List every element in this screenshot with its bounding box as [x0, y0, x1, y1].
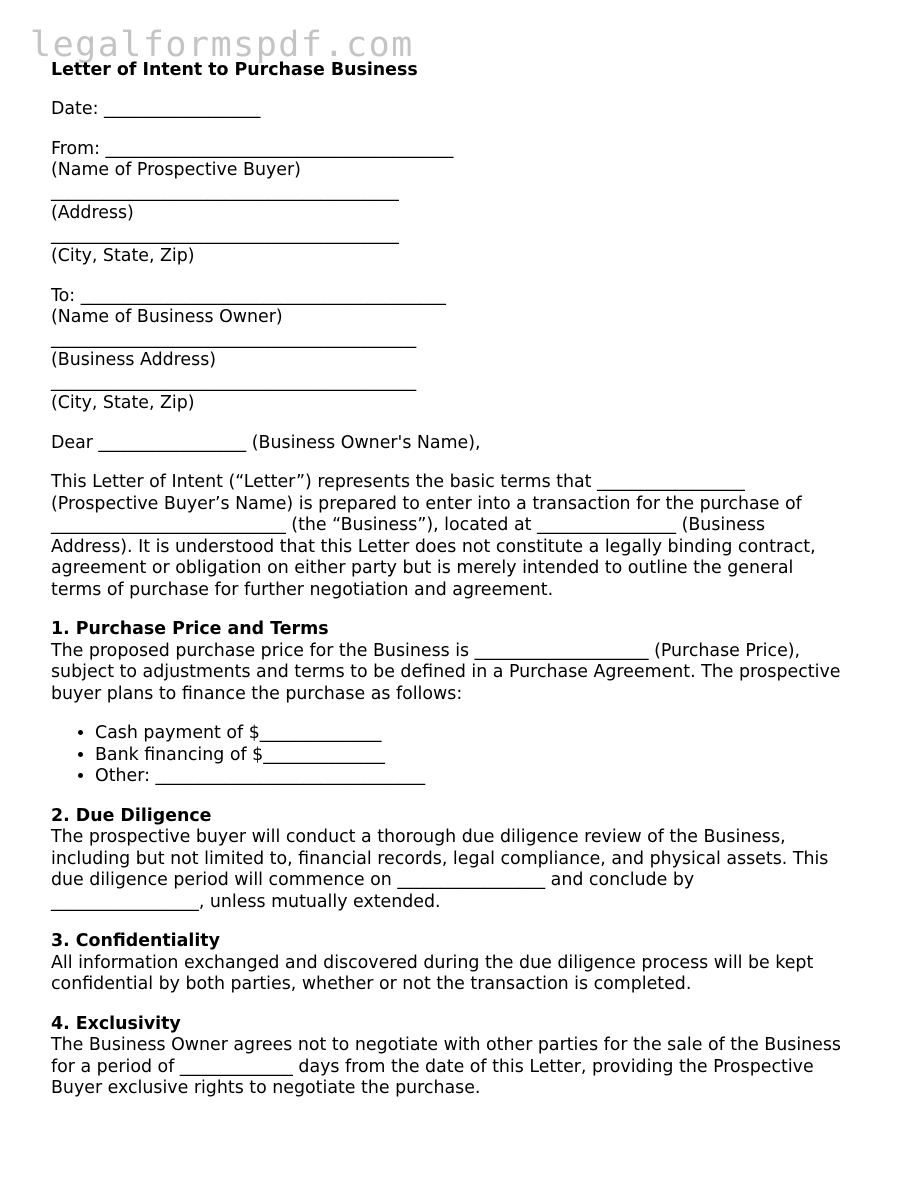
to-address-label: (Business Address): [51, 350, 217, 370]
section-text: [51, 1035, 881, 1100]
from-city-label: (City, State, Zip): [51, 246, 195, 266]
date-field: [51, 99, 881, 121]
section-purchase-price: [51, 619, 881, 788]
section-line: for a period of _____________ days from the date of this Letter, providing the Prospective: [51, 1056, 814, 1077]
from-address-label: (Address): [51, 203, 134, 223]
to-block: [51, 286, 881, 415]
date-line: Date: __________________: [51, 99, 261, 119]
section-exclusivity: [51, 1014, 881, 1100]
intro-line: terms of purchase for further negotiation and agreement.: [51, 579, 554, 600]
section-line: subject to adjustments and terms to be defined in a Purchase Agreement. The prospective: [51, 662, 841, 682]
to-address-blank: __________________________________________: [51, 328, 417, 349]
list-item: • Other: _______________________________: [95, 766, 881, 788]
from-block: [51, 139, 881, 268]
section-line: Buyer exclusive rights to negotiate the purchase.: [51, 1078, 481, 1098]
section-heading: 2. Due Diligence: [51, 805, 212, 826]
salutation: [51, 433, 881, 455]
section-line: including but not limited to, financial records, legal compliance, and physical assets. This: [51, 848, 829, 869]
watermark-logo: legalformspdf.com: [30, 25, 414, 65]
to-city-blank: __________________________________________: [51, 371, 417, 392]
section-line: buyer plans to finance the purchase as follows:: [51, 683, 463, 704]
intro-line: (Prospective Buyer’s Name) is prepared to enter into a transaction for the purchase of: [51, 493, 802, 514]
to-line: To: __________________________________________: [51, 285, 446, 306]
document-title: Letter of Intent to Purchase Business: [51, 60, 418, 80]
list-item: • Bank financing of $______________: [95, 745, 881, 767]
salutation-line: Dear _________________ (Business Owner's Name),: [51, 432, 481, 453]
section-line: The proposed purchase price for the Business is ____________________ (Purchase Price),: [51, 640, 801, 661]
section-line: _________________, unless mutually extended.: [51, 891, 441, 912]
section-heading: 1. Purchase Price and Terms: [51, 619, 329, 639]
section-line: The prospective buyer will conduct a thorough due diligence review of the Business,: [51, 827, 786, 847]
section-line: The Business Owner agrees not to negotiate with other parties for the sale of the Business: [51, 1035, 841, 1055]
section-line: due diligence period will commence on _________________ and conclude by: [51, 870, 695, 890]
intro-line: ___________________________ (the “Business”), located at ________________ (Business: [51, 515, 766, 535]
section-heading: 3. Confidentiality: [51, 931, 220, 951]
section-text: [51, 953, 881, 996]
intro-line: This Letter of Intent (“Letter”) represents the basic terms that _________________: [51, 472, 745, 492]
document-body: [51, 60, 881, 1118]
from-city-blank: ________________________________________: [51, 224, 399, 245]
section-heading: 4. Exclusivity: [51, 1013, 181, 1034]
from-line: From: ________________________________________: [51, 138, 454, 159]
section-text: [51, 641, 881, 706]
section-line: confidential by both parties, whether or not the transaction is completed.: [51, 974, 692, 994]
section-line: All information exchanged and discovered during the due diligence process will be kept: [51, 952, 814, 973]
intro-paragraph: [51, 472, 881, 601]
intro-line: Address). It is understood that this Letter does not constitute a legally binding contract,: [51, 536, 816, 557]
intro-line: agreement or obligation on either party but is merely intended to outline the general: [51, 558, 794, 578]
from-address-blank: ________________________________________: [51, 181, 399, 202]
financing-list: [51, 723, 881, 788]
section-confidentiality: [51, 931, 881, 996]
to-city-label: (City, State, Zip): [51, 393, 195, 413]
section-text: [51, 827, 881, 913]
list-item: • Cash payment of $______________: [95, 723, 881, 745]
section-due-diligence: [51, 806, 881, 914]
to-name-label: (Name of Business Owner): [51, 307, 283, 327]
from-name-label: (Name of Prospective Buyer): [51, 160, 301, 180]
